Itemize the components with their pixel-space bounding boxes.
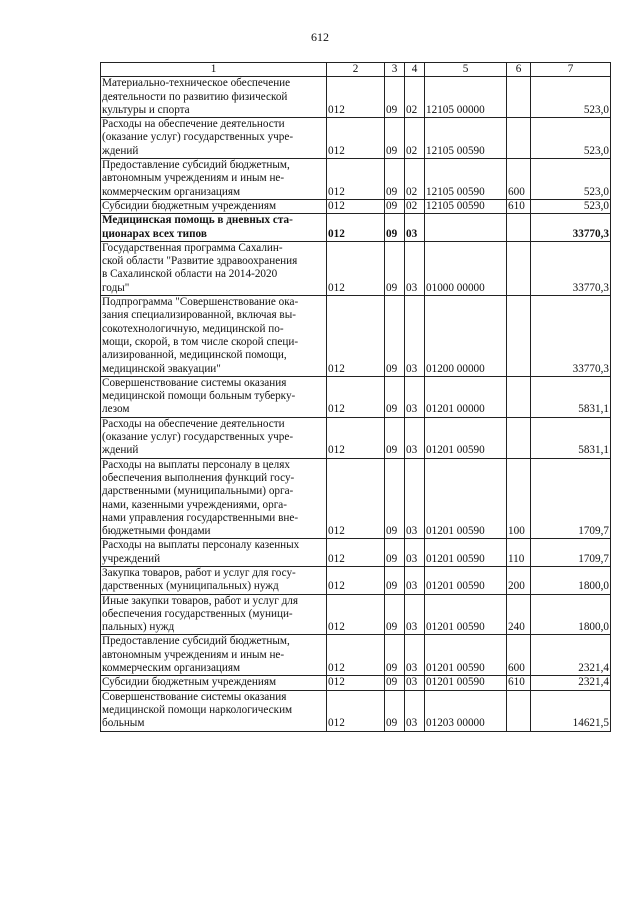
table-row (101, 635, 611, 676)
section-cell: 09 (385, 214, 405, 242)
row-name-line: ализированной, медицинской помощи, (102, 349, 287, 362)
table-row (101, 159, 611, 200)
row-name-line: коммерческим организациям (102, 185, 241, 198)
section-cell: 09 (385, 376, 405, 417)
amount-cell: 1800,0 (531, 566, 611, 594)
row-name-line: Совершенствование системы оказания (102, 376, 287, 389)
code-cell: 012 (327, 417, 385, 458)
table-row (101, 214, 611, 242)
header-row (101, 63, 611, 77)
row-name (101, 159, 327, 200)
row-name-line: Расходы на выплаты персоналу казенных (102, 539, 300, 552)
subsection-cell: 03 (405, 676, 425, 690)
code-cell: 012 (327, 690, 385, 731)
section-cell: 09 (385, 539, 405, 567)
row-name (101, 118, 327, 159)
page-number: 612 (311, 30, 329, 44)
expense-type-cell (507, 241, 531, 295)
code-cell: 012 (327, 539, 385, 567)
row-name-line: ждений (102, 444, 139, 457)
table-row (101, 458, 611, 539)
section-cell: 09 (385, 296, 405, 377)
expense-type-cell (507, 376, 531, 417)
section-cell: 09 (385, 199, 405, 213)
amount-cell: 1800,0 (531, 594, 611, 635)
subsection-cell: 03 (405, 458, 425, 539)
row-name-line: Государственная программа Сахалин- (102, 241, 283, 254)
table-row (101, 676, 611, 690)
target-article-cell: 01201 00590 (425, 417, 507, 458)
header-cell: 3 (385, 63, 405, 77)
row-name-line: ционарах всех типов (102, 227, 207, 240)
row-name-line: Предоставление субсидий бюджетным, (102, 635, 290, 648)
target-article-cell: 12105 00000 (425, 77, 507, 118)
header-cell: 5 (425, 63, 507, 77)
code-cell: 012 (327, 458, 385, 539)
row-name (101, 676, 327, 690)
amount-cell: 14621,5 (531, 690, 611, 731)
header-cell: 7 (531, 63, 611, 77)
row-name-line: медицинской помощи больным туберку- (102, 390, 296, 403)
section-cell: 09 (385, 676, 405, 690)
section-cell: 09 (385, 417, 405, 458)
row-name (101, 296, 327, 377)
target-article-cell: 01201 00590 (425, 594, 507, 635)
amount-cell: 523,0 (531, 77, 611, 118)
expense-type-cell: 610 (507, 199, 531, 213)
expense-type-cell: 610 (507, 676, 531, 690)
code-cell: 012 (327, 118, 385, 159)
row-name-line: Расходы на обеспечение деятельности (102, 417, 285, 430)
expense-type-cell: 240 (507, 594, 531, 635)
expense-type-cell (507, 690, 531, 731)
row-name (101, 241, 327, 295)
table-row (101, 77, 611, 118)
amount-cell: 33770,3 (531, 241, 611, 295)
row-name (101, 635, 327, 676)
table-row (101, 118, 611, 159)
row-name-line: Совершенствование системы оказания (102, 690, 287, 703)
table-row (101, 417, 611, 458)
row-name (101, 566, 327, 594)
row-name-line: культуры и спорта (102, 103, 190, 116)
section-cell: 09 (385, 635, 405, 676)
section-cell: 09 (385, 118, 405, 159)
code-cell: 012 (327, 241, 385, 295)
row-name-line: медицинской помощи наркологическим (102, 703, 293, 716)
table-row (101, 241, 611, 295)
row-name (101, 458, 327, 539)
row-name-line: мощи, скорой, в том числе скорой специ- (102, 335, 299, 348)
section-cell: 09 (385, 77, 405, 118)
code-cell: 012 (327, 594, 385, 635)
code-cell: 012 (327, 214, 385, 242)
row-name-line: Иные закупки товаров, работ и услуг для (102, 594, 299, 607)
code-cell: 012 (327, 159, 385, 200)
row-name-line: нами управления государственными вне- (102, 511, 299, 524)
row-name-line: Материально-техническое обеспечение (102, 77, 291, 90)
header-cell: 2 (327, 63, 385, 77)
row-name-line: сокотехнологичную, медицинской по- (102, 322, 284, 335)
table-row (101, 594, 611, 635)
amount-cell: 5831,1 (531, 376, 611, 417)
row-name-line: Расходы на обеспечение деятельности (102, 118, 285, 131)
row-name-line: обеспечения государственных (муници- (102, 607, 293, 620)
amount-cell: 523,0 (531, 159, 611, 200)
section-cell: 09 (385, 458, 405, 539)
row-name-line: пальных) нужд (102, 621, 175, 634)
row-name-line: учреждений (102, 552, 161, 565)
subsection-cell: 03 (405, 241, 425, 295)
table-row (101, 199, 611, 213)
table-row (101, 690, 611, 731)
header-cell: 6 (507, 63, 531, 77)
code-cell: 012 (327, 635, 385, 676)
subsection-cell: 03 (405, 539, 425, 567)
amount-cell: 33770,3 (531, 296, 611, 377)
row-name (101, 417, 327, 458)
expense-type-cell (507, 417, 531, 458)
code-cell: 012 (327, 199, 385, 213)
row-name-line: дарственных (муниципальных) нужд (102, 580, 279, 593)
target-article-cell: 01201 00590 (425, 539, 507, 567)
expense-type-cell (507, 118, 531, 159)
target-article-cell: 01000 00000 (425, 241, 507, 295)
expense-type-cell: 110 (507, 539, 531, 567)
target-article-cell: 12105 00590 (425, 159, 507, 200)
header-cell: 1 (101, 63, 327, 77)
subsection-cell: 03 (405, 566, 425, 594)
target-article-cell: 01200 00000 (425, 296, 507, 377)
header-cell: 4 (405, 63, 425, 77)
target-article-cell: 12105 00590 (425, 199, 507, 213)
amount-cell: 5831,1 (531, 417, 611, 458)
section-cell: 09 (385, 594, 405, 635)
expense-type-cell (507, 296, 531, 377)
row-name-line: (оказание услуг) государственных учре- (102, 131, 294, 144)
subsection-cell: 03 (405, 214, 425, 242)
amount-cell: 2321,4 (531, 676, 611, 690)
row-name-line: Закупка товаров, работ и услуг для госу- (102, 566, 296, 579)
subsection-cell: 03 (405, 296, 425, 377)
row-name-line: ской области "Развитие здравоохранения (102, 255, 298, 268)
section-cell: 09 (385, 566, 405, 594)
section-cell: 09 (385, 159, 405, 200)
table-row (101, 376, 611, 417)
row-name (101, 376, 327, 417)
row-name-line: в Сахалинской области на 2014-2020 (102, 268, 278, 281)
row-name-line: коммерческим организациям (102, 662, 241, 675)
row-name-line: Подпрограмма "Совершенствование ока- (102, 296, 299, 309)
subsection-cell: 03 (405, 417, 425, 458)
expense-type-cell: 200 (507, 566, 531, 594)
expense-type-cell (507, 77, 531, 118)
target-article-cell: 01201 00590 (425, 635, 507, 676)
section-cell: 09 (385, 241, 405, 295)
amount-cell: 523,0 (531, 199, 611, 213)
target-article-cell: 01201 00590 (425, 566, 507, 594)
subsection-cell: 03 (405, 690, 425, 731)
expense-type-cell: 600 (507, 635, 531, 676)
table-row (101, 566, 611, 594)
table-row (101, 296, 611, 377)
expense-type-cell (507, 214, 531, 242)
code-cell: 012 (327, 77, 385, 118)
row-name-line: Субсидии бюджетным учреждениям (102, 199, 277, 212)
target-article-cell: 01201 00590 (425, 676, 507, 690)
target-article-cell: 12105 00590 (425, 118, 507, 159)
amount-cell: 33770,3 (531, 214, 611, 242)
expense-type-cell: 100 (507, 458, 531, 539)
subsection-cell: 03 (405, 594, 425, 635)
row-name-line: нами, казенными учреждениями, орга- (102, 498, 287, 511)
row-name (101, 539, 327, 567)
row-name-line: деятельности по развитию физической (102, 90, 288, 103)
row-name-line: лезом (102, 403, 130, 416)
row-name-line: ждений (102, 144, 139, 157)
code-cell: 012 (327, 296, 385, 377)
row-name-line: зания специализированной, включая вы- (102, 309, 296, 322)
code-cell: 012 (327, 376, 385, 417)
row-name (101, 690, 327, 731)
row-name-line: Медицинская помощь в дневных ста- (102, 214, 293, 227)
budget-table (100, 62, 611, 732)
target-article-cell: 01203 00000 (425, 690, 507, 731)
subsection-cell: 02 (405, 159, 425, 200)
row-name-line: обеспечения выполнения функций госу- (102, 471, 295, 484)
row-name (101, 199, 327, 213)
amount-cell: 1709,7 (531, 539, 611, 567)
row-name-line: автономным учреждениям и иным не- (102, 648, 285, 661)
amount-cell: 2321,4 (531, 635, 611, 676)
target-article-cell: 01201 00590 (425, 458, 507, 539)
row-name-line: Субсидии бюджетным учреждениям (102, 676, 277, 689)
target-article-cell (425, 214, 507, 242)
row-name-line: Предоставление субсидий бюджетным, (102, 159, 290, 172)
amount-cell: 523,0 (531, 118, 611, 159)
row-name-line: (оказание услуг) государственных учре- (102, 431, 294, 444)
table-row (101, 539, 611, 567)
amount-cell: 1709,7 (531, 458, 611, 539)
subsection-cell: 02 (405, 199, 425, 213)
row-name-line: бюджетными фондами (102, 525, 211, 538)
row-name-line: больным (102, 717, 145, 730)
code-cell: 012 (327, 676, 385, 690)
subsection-cell: 03 (405, 376, 425, 417)
row-name (101, 77, 327, 118)
row-name-line: дарственными (муниципальными) орга- (102, 485, 294, 498)
row-name-line: Расходы на выплаты персоналу в целях (102, 458, 290, 471)
row-name-line: медицинской эвакуации" (102, 362, 221, 375)
row-name (101, 214, 327, 242)
row-name-line: автономным учреждениям и иным не- (102, 172, 285, 185)
section-cell: 09 (385, 690, 405, 731)
subsection-cell: 03 (405, 635, 425, 676)
expense-type-cell: 600 (507, 159, 531, 200)
subsection-cell: 02 (405, 118, 425, 159)
subsection-cell: 02 (405, 77, 425, 118)
target-article-cell: 01201 00000 (425, 376, 507, 417)
row-name-line: годы" (102, 281, 130, 294)
row-name (101, 594, 327, 635)
code-cell: 012 (327, 566, 385, 594)
